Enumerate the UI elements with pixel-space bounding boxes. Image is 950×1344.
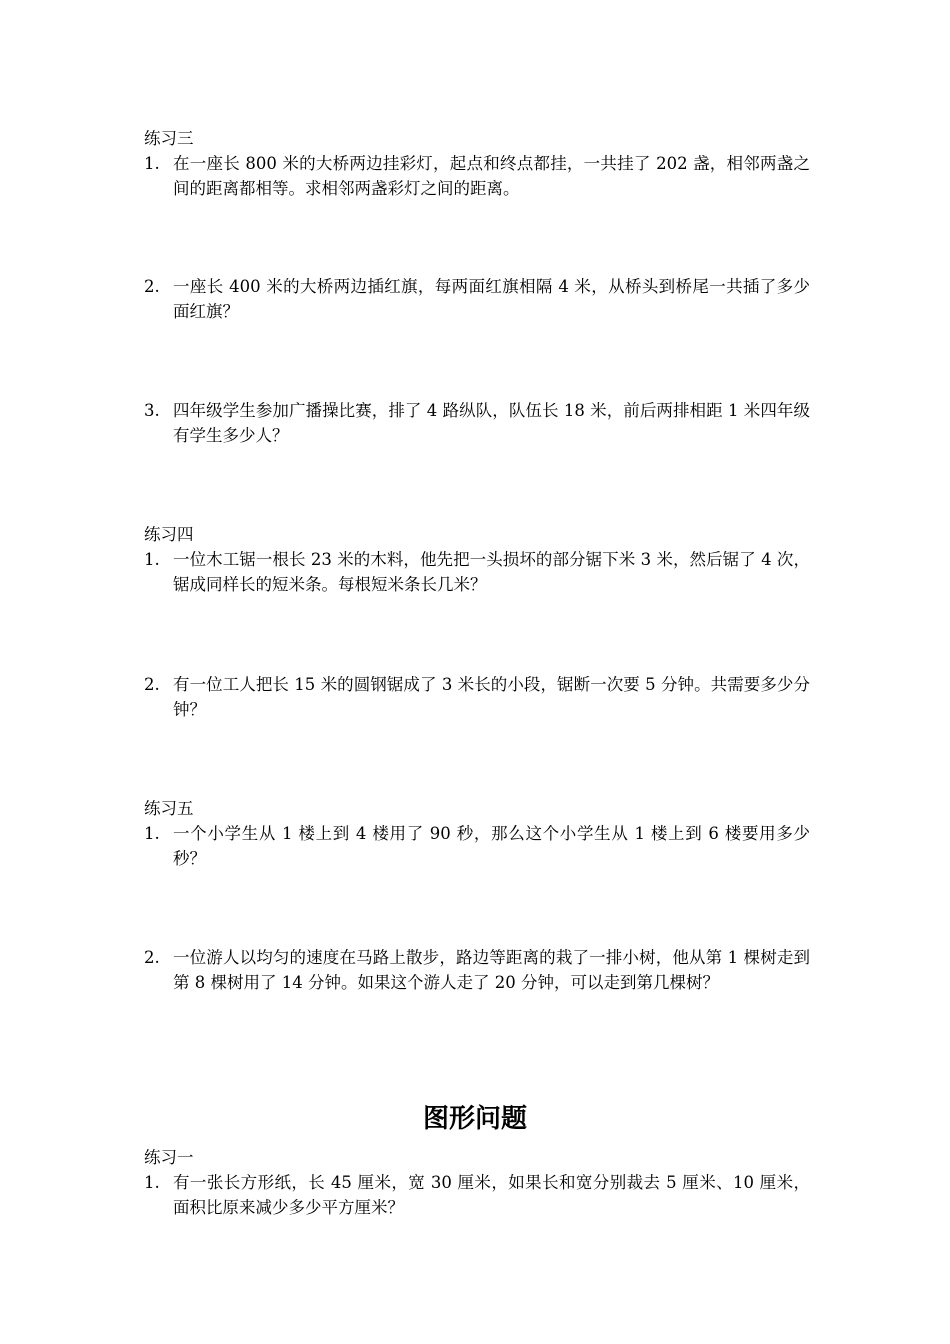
question-item — [144, 1170, 810, 1220]
section-label-exercise-5: 练习五 — [144, 799, 194, 818]
question-text: 有一张长方形纸，长 45 厘米，宽 30 厘米，如果长和宽分别裁去 5 厘米、10 厘米，面积比原来减少多少平方厘米？ — [173, 1173, 810, 1217]
section-label-exercise-4: 练习四 — [144, 525, 194, 544]
question-text: 有一位工人把长 15 米的圆钢锯成了 3 米长的小段，锯断一次要 5 分钟。共需要多少分钟？ — [173, 675, 810, 719]
chapter-heading: 图形问题 — [422, 1104, 527, 1134]
question-item — [144, 547, 810, 597]
question-text: 一座长 400 米的大桥两边插红旗，每两面红旗相隔 4 米，从桥头到桥尾一共插了多少面红旗？ — [173, 277, 810, 321]
question-number: 2. — [144, 948, 160, 967]
question-number: 2. — [144, 277, 160, 296]
question-text: 一位游人以均匀的速度在马路上散步，路边等距离的栽了一排小树，他从第 1 棵树走到第 8 棵树用了 14 分钟。如果这个游人走了 20 分钟，可以走到第几棵树？ — [173, 948, 810, 992]
question-number: 1. — [144, 824, 160, 843]
question-number: 1. — [144, 154, 160, 173]
question-number: 3. — [144, 401, 160, 420]
question-item — [144, 151, 810, 201]
question-item — [144, 398, 810, 448]
question-item — [144, 672, 810, 722]
section-label-exercise-1: 练习一 — [144, 1148, 194, 1167]
question-item — [144, 945, 810, 995]
question-text: 一个小学生从 1 楼上到 4 楼用了 90 秒，那么这个小学生从 1 楼上到 6 楼要用多少秒？ — [173, 824, 810, 868]
question-text: 四年级学生参加广播操比赛，排了 4 路纵队，队伍长 18 米，前后两排相距 1 米四年级有学生多少人？ — [173, 401, 810, 445]
question-item — [144, 274, 810, 324]
question-text: 在一座长 800 米的大桥两边挂彩灯，起点和终点都挂，一共挂了 202 盏，相邻两盏之间的距离都相等。求相邻两盏彩灯之间的距离。 — [173, 154, 810, 198]
question-number: 1. — [144, 1173, 160, 1192]
section-label-exercise-3: 练习三 — [144, 129, 194, 148]
question-text: 一位木工锯一根长 23 米的木料，他先把一头损坏的部分锯下米 3 米，然后锯了 4 次，锯成同样长的短米条。每根短米条长几米？ — [173, 550, 810, 594]
question-number: 2. — [144, 675, 160, 694]
question-number: 1. — [144, 550, 160, 569]
question-item — [144, 821, 810, 871]
